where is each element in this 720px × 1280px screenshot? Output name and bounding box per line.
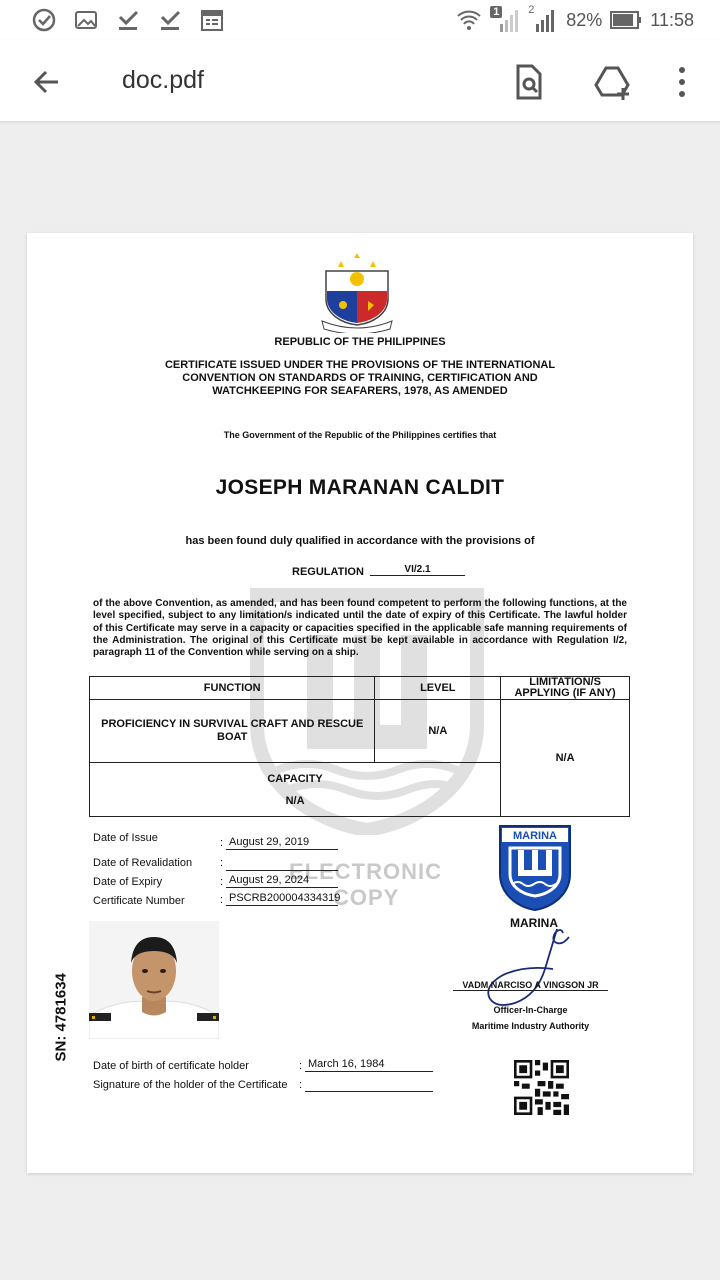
holder-photo bbox=[89, 921, 219, 1039]
qualified-text: has been found duly qualified in accordance with the provisions of bbox=[185, 535, 535, 547]
birth-value: March 16, 1984 bbox=[305, 1058, 433, 1072]
search-document-icon[interactable] bbox=[506, 60, 550, 104]
expiry-label: Date of Expiry bbox=[93, 876, 163, 888]
capacity-value: N/A bbox=[285, 794, 305, 807]
marina-name: MARINA bbox=[510, 916, 558, 930]
signatory-name: VADM NARCISO A VINGSON JR bbox=[453, 980, 608, 991]
function-table bbox=[89, 676, 630, 817]
colon: : bbox=[220, 837, 224, 849]
regulation-value: VI/2.1 bbox=[370, 564, 465, 576]
col-function: FUNCTION bbox=[90, 677, 375, 700]
revalidation-label: Date of Revalidation bbox=[93, 857, 193, 869]
function-value: PROFICIENCY IN SURVIVAL CRAFT AND RESCUE BOAT bbox=[90, 700, 375, 763]
document-title: doc.pdf bbox=[122, 66, 205, 94]
marina-logo-text: MARINA bbox=[513, 830, 557, 842]
wifi-icon bbox=[456, 8, 482, 32]
sim1-signal-icon bbox=[490, 6, 520, 34]
download-done-icon bbox=[156, 6, 184, 34]
sim2-badge: 2 bbox=[528, 4, 535, 16]
colon: : bbox=[220, 857, 224, 869]
holder-signature-line bbox=[305, 1078, 433, 1092]
issue-label: Date of Issue bbox=[93, 832, 158, 844]
capacity-cell bbox=[90, 763, 501, 817]
watermark-line-2: COPY bbox=[333, 885, 400, 910]
colon: : bbox=[299, 1079, 303, 1091]
holder-name: JOSEPH MARANAN CALDIT bbox=[215, 476, 505, 499]
download-done-icon bbox=[114, 6, 142, 34]
col-limitation: LIMITATION/S APPLYING (IF ANY) bbox=[501, 677, 630, 700]
back-arrow-icon[interactable] bbox=[28, 62, 68, 102]
colon: : bbox=[299, 1060, 303, 1072]
certifies-text: The Government of the Republic of the Philippines certifies that bbox=[223, 430, 497, 440]
heading-line-3: WATCHKEEPING FOR SEAFARERS, 1978, AS AMENDED bbox=[212, 385, 508, 397]
philippine-seal-icon bbox=[318, 253, 396, 333]
battery-percent: 82% bbox=[566, 9, 603, 30]
more-options-icon[interactable] bbox=[660, 60, 704, 104]
level-value: N/A bbox=[375, 700, 501, 763]
heading-line-1: CERTIFICATE ISSUED UNDER THE PROVISIONS OF THE INTERNATIONAL bbox=[164, 359, 556, 371]
capacity-label: CAPACITY bbox=[267, 772, 323, 785]
watermark-line-1: ELECTRONIC bbox=[289, 859, 442, 884]
battery-icon bbox=[610, 10, 642, 30]
colon: : bbox=[220, 894, 224, 906]
serial-number: SN: 4781634 bbox=[52, 973, 70, 1062]
birth-label: Date of birth of certificate holder bbox=[93, 1060, 249, 1072]
sim1-badge: 1 bbox=[490, 6, 502, 18]
signature-label: Signature of the holder of the Certificate bbox=[93, 1079, 288, 1091]
clock: 11:58 bbox=[650, 9, 694, 30]
limitation-value: N/A bbox=[501, 700, 630, 817]
expiry-value: August 29, 2024 bbox=[226, 874, 338, 888]
pdf-page[interactable] bbox=[27, 233, 693, 1173]
calendar-icon bbox=[198, 6, 226, 34]
marina-logo-icon bbox=[496, 822, 574, 912]
col-level: LEVEL bbox=[375, 677, 501, 700]
country-name: REPUBLIC OF THE PHILIPPINES bbox=[274, 336, 446, 348]
official-signature bbox=[477, 923, 577, 1013]
app-bar bbox=[0, 40, 720, 122]
signatory-org: Maritime Industry Authority bbox=[471, 1021, 590, 1031]
revalidation-value bbox=[226, 857, 338, 871]
certificate-number-label: Certificate Number bbox=[93, 895, 185, 907]
image-icon bbox=[72, 6, 100, 34]
qr-code bbox=[514, 1060, 569, 1115]
colon: : bbox=[220, 876, 224, 888]
issue-value: August 29, 2019 bbox=[226, 836, 338, 850]
regulation-label: REGULATION bbox=[292, 566, 364, 578]
status-bar bbox=[0, 0, 720, 40]
sim2-signal-icon bbox=[528, 6, 558, 34]
certificate-number-value: PSCRB200004334319 bbox=[226, 892, 338, 906]
signatory-title: Officer-In-Charge bbox=[493, 1005, 568, 1015]
check-circle-icon bbox=[30, 6, 58, 34]
heading-line-2: CONVENTION ON STANDARDS OF TRAINING, CERTIFICATION AND bbox=[182, 372, 538, 384]
add-to-drive-icon[interactable] bbox=[590, 60, 634, 104]
body-paragraph: of the above Convention, as amended, and has been found competent to perform the following functions, at the level specified, subject to any limitation/s indicated until the date of expiry of this Certificate. The lawful holder of this Certificate may serve in a capacity or capacities specified in the applicable safe manning requirements of the Administration. The original of this Certificate must be kept available in accordance with Regulation I/2, paragraph 11 of the Convention while serving on a ship. bbox=[93, 598, 627, 659]
